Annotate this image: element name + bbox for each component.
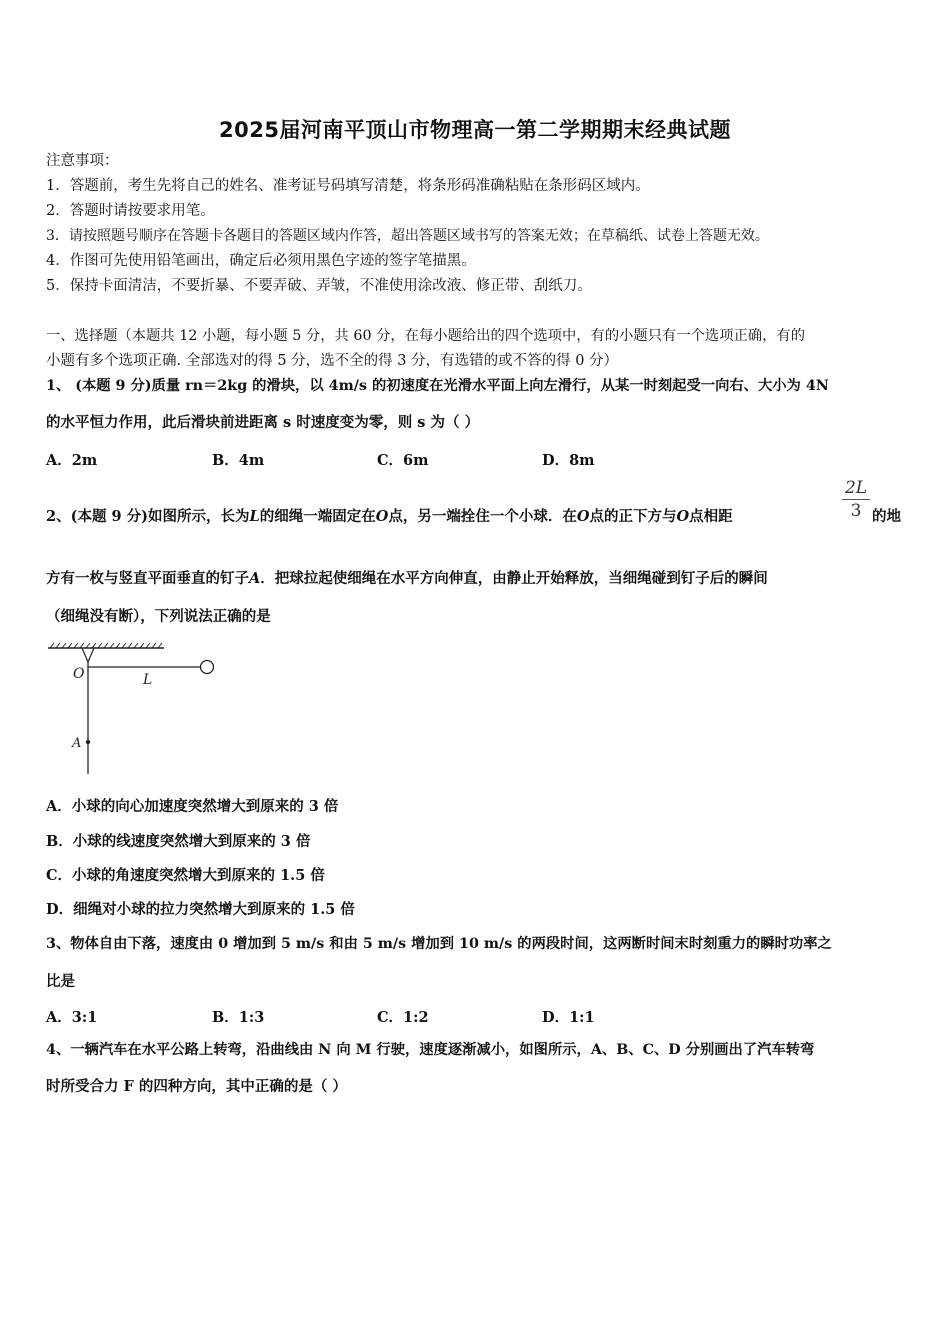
q1-stem-line1: 1、 (本题 9 分)质量 rn＝2kg 的滑块，以 4m/s 的初速度在光滑水平面上向左滑行，从某一时刻起受一向右、大小为 4N (46, 378, 829, 394)
notice-item-3: 3．请按照题号顺序在答题卡各题目的答题区域内作答，超出答题区域书写的答案无效；在草稿纸、试卷上答题无效。 (46, 228, 769, 244)
label-A: A (72, 736, 82, 751)
q2-stem-line1-end: 的地 (872, 508, 901, 525)
fraction-2L-over-3 (840, 478, 872, 521)
section-instructions-line1: 一、选择题（本题共 12 小题，每小题 5 分，共 60 分，在每小题给出的四个选项中，有的小题只有一个选项正确，有的 (46, 328, 805, 344)
q3-option-c: C．1:2 (377, 1009, 429, 1026)
var-A: A (249, 570, 261, 587)
q2-option-a: A．小球的向心加速度突然增大到原来的 3 倍 (46, 798, 339, 815)
q3-option-d: D．1:1 (542, 1009, 595, 1026)
q3-option-a: A．3:1 (46, 1009, 98, 1026)
q3-stem-line1: 3、物体自由下落，速度由 0 增加到 5 m/s 和由 5 m/s 增加到 10 m/s 的两段时间，这两断时间末时刻重力的瞬时功率之 (46, 936, 832, 952)
section-instructions-line2: 小题有多个选项正确. 全部选对的得 5 分，选不全的得 3 分，有选错的或不答的得 0 分） (46, 353, 619, 369)
notice-item-1: 1．答题前，考生先将自己的姓名、准考证号码填写清楚，将条形码准确粘贴在条形码区域内。 (46, 178, 650, 194)
q2-stem-line2: 方有一枚与竖直平面垂直的钉子A．把球拉起使细绳在水平方向伸直，由静止开始释放，当细绳碰到钉子后的瞬间 (46, 570, 768, 587)
q3-option-b: B．1:3 (212, 1009, 265, 1026)
q1-option-d: D．8m (542, 452, 595, 469)
q2-stem-line1: 2、(本题 9 分)如图所示，长为L的细绳一端固定在O点，另一端拴住一个小球．在O点的正下方与O点相距 (46, 508, 733, 525)
fraction-numerator: 2L (844, 478, 868, 498)
ball (201, 661, 214, 674)
var-O: O (676, 508, 690, 525)
fraction-bar (842, 499, 870, 500)
fraction-denominator: 3 (850, 501, 862, 521)
q3-stem-line2: 比是 (46, 973, 75, 990)
pivot-hook (82, 648, 94, 662)
var-L: L (249, 508, 260, 525)
q1-option-a: A．2m (46, 452, 98, 469)
q2-option-c: C．小球的角速度突然增大到原来的 1.5 倍 (46, 867, 325, 884)
q4-stem-line2: 时所受合力 F 的四种方向，其中正确的是（ ） (46, 1078, 347, 1095)
var-O: O (375, 508, 389, 525)
var-O: O (576, 508, 590, 525)
q2-option-b: B．小球的线速度突然增大到原来的 3 倍 (46, 833, 311, 850)
label-O: O (73, 666, 85, 682)
notice-item-2: 2．答题时请按要求用笔。 (46, 203, 215, 219)
q4-stem-line1: 4、一辆汽车在水平公路上转弯，沿曲线由 N 向 M 行驶，速度逐渐减小，如图所示，A、B、C、D 分别画出了汽车转弯 (46, 1042, 815, 1058)
q2-option-d: D．细绳对小球的拉力突然增大到原来的 1.5 倍 (46, 901, 355, 918)
q2-stem-line3: （细绳没有断），下列说法正确的是 (46, 608, 271, 625)
notice-item-4: 4．作图可先使用铅笔画出，确定后必须用黑色字迹的签字笔描黑。 (46, 253, 476, 269)
notice-item-5: 5．保持卡面清洁，不要折暴、不要弄破、弄皱，不准使用涂改液、修正带、刮纸刀。 (46, 278, 592, 294)
notice-heading: 注意事项： (46, 153, 119, 169)
q1-option-b: B．4m (212, 452, 265, 469)
nail-point (86, 740, 90, 744)
page-title: 2025届河南平顶山市物理高一第二学期期末经典试题 (219, 118, 731, 142)
q1-option-c: C．6m (377, 452, 429, 469)
pendulum-figure (44, 640, 224, 780)
label-L: L (143, 672, 153, 688)
q1-stem-line2: 的水平恒力作用，此后滑块前进距离 s 时速度变为零，则 s 为（ ） (46, 414, 480, 431)
